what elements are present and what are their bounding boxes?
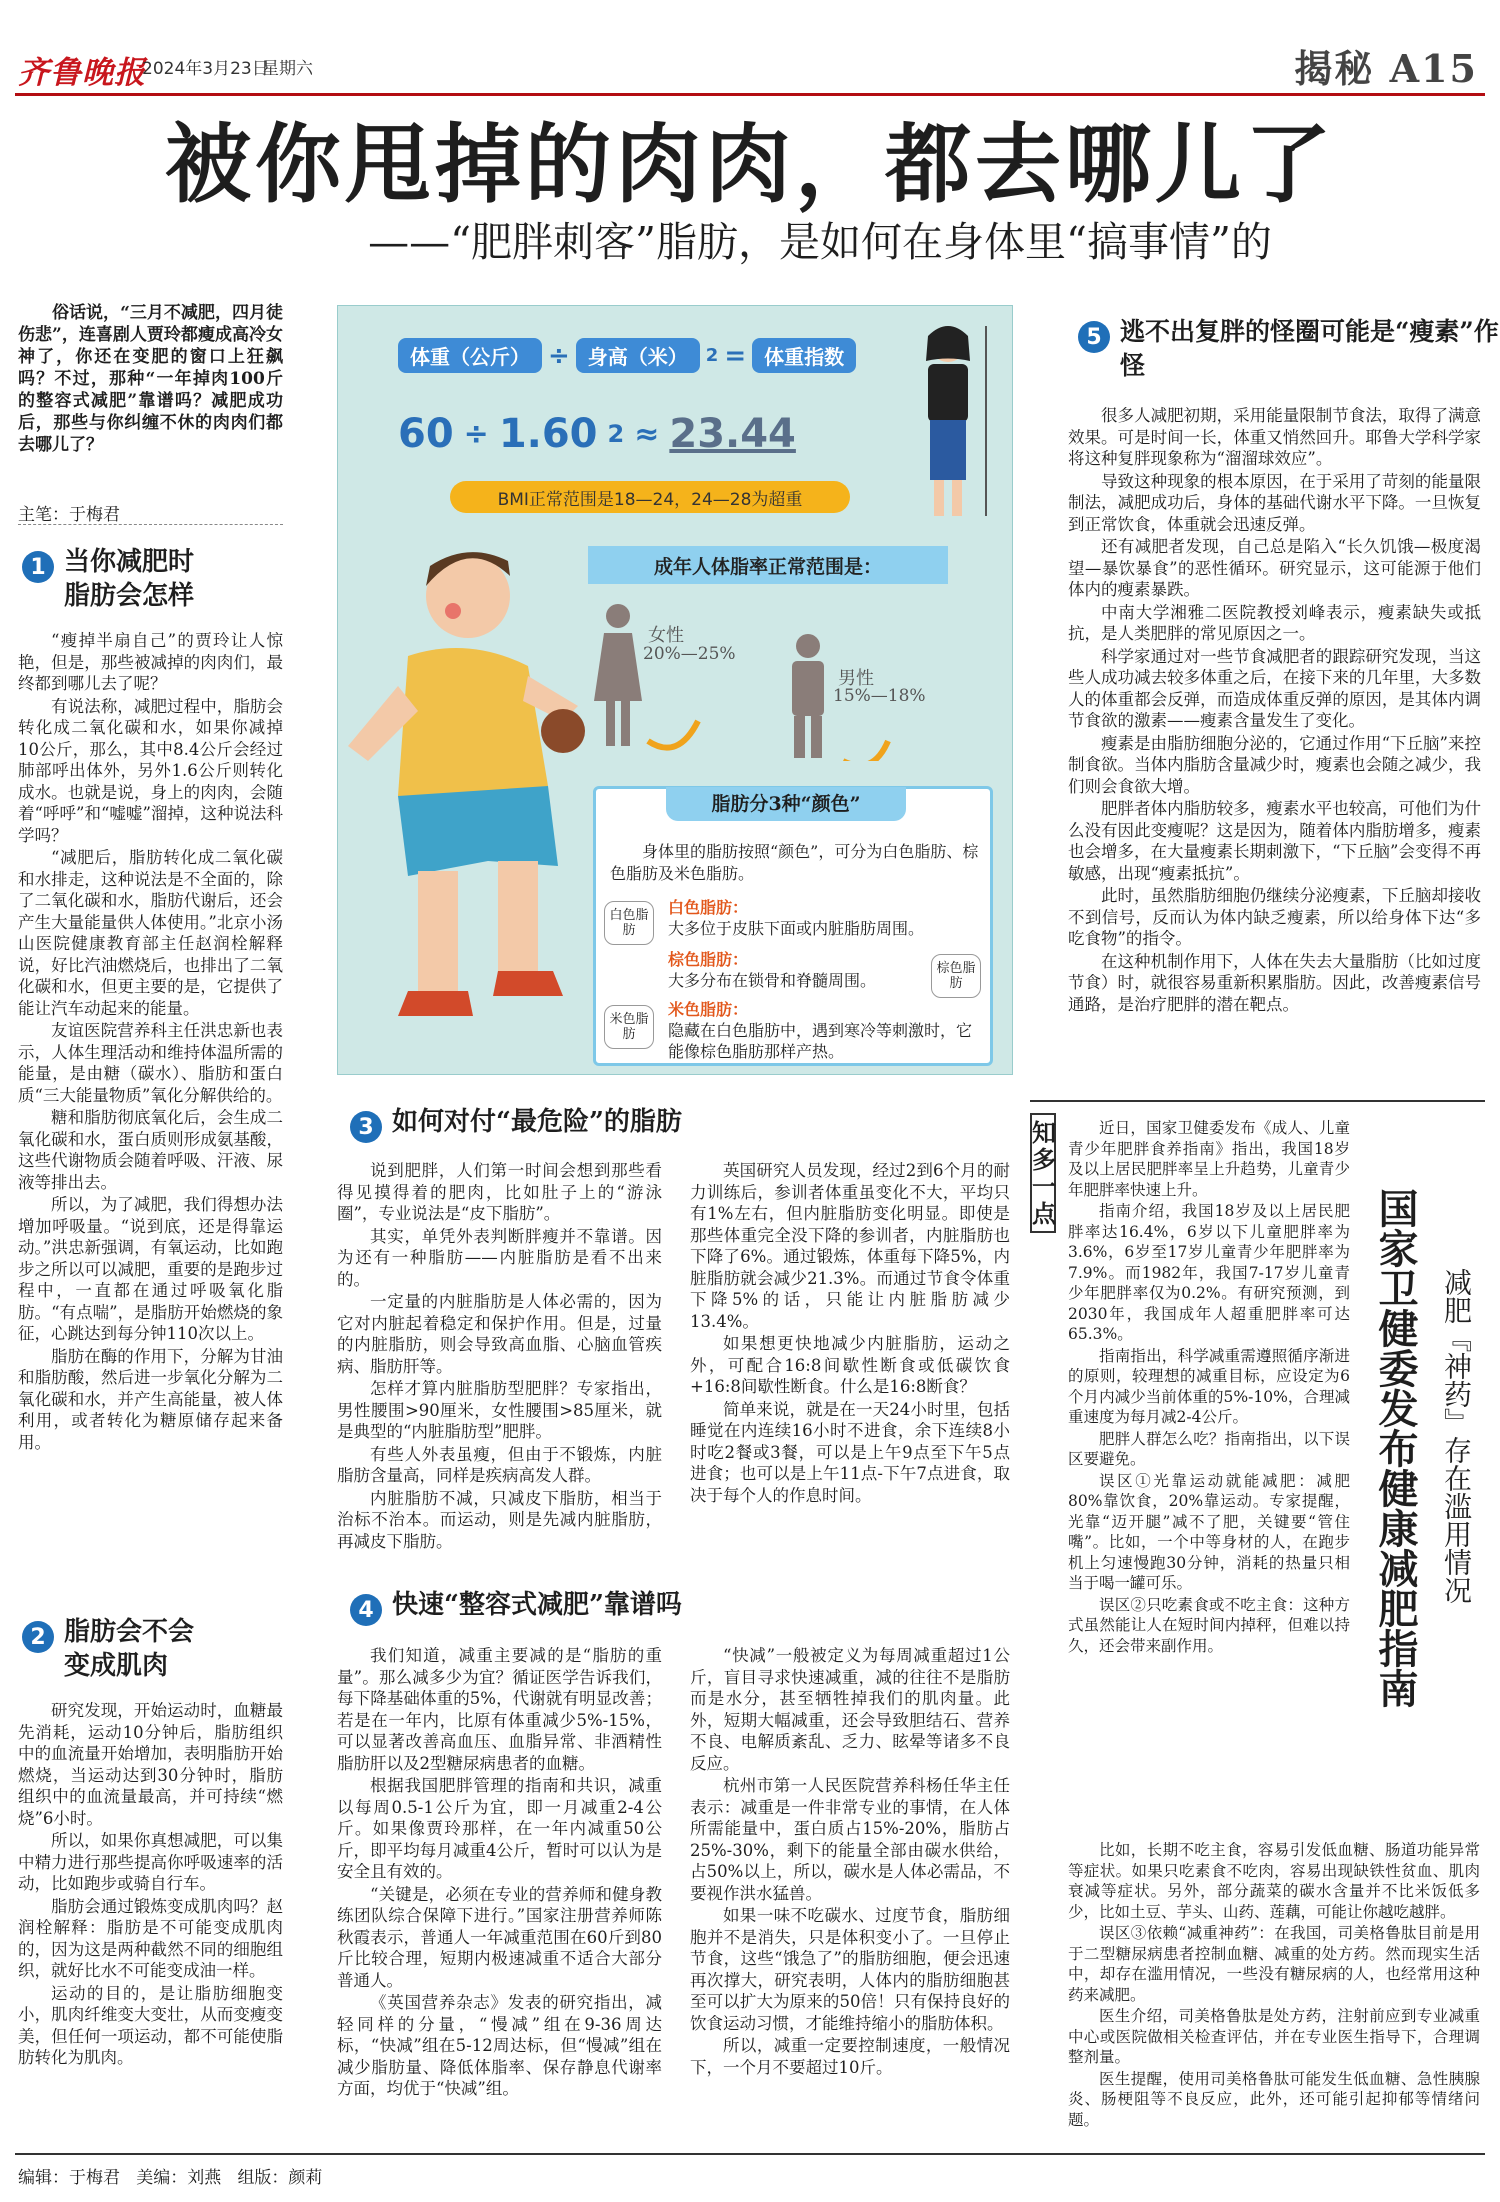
sidebar-title: 国家卫健委发布健康减肥指南 [1372,1188,1419,1708]
bmi-range-note: BMI正常范围是18—24，24—28为超重 [450,481,850,513]
issue-weekday: 星期六 [262,59,313,79]
sidebar-tab: 知多一点 [1030,1113,1056,1233]
sidebar-body: 近日，国家卫健委发布《成人、儿童青少年肥胖食养指南》指出，我国18岁及以上居民肥胖率呈上升趋势，儿童青少年肥胖率快速上升。 指南介绍，我国18岁及以上居民肥胖率达16.4%，6岁以下儿童肥胖率为3.6%，6岁至17岁儿童青少年肥胖率为7.9%。而1982年，我国7-17岁儿童青少年肥胖率仅为0.2%。有研究预测，到2030年，我国成年人超重肥胖率可达65.3%。 指南指出，科学减重需遵照循序渐进的原则，较理想的减重目标，应设定为6个月内减少当前体重的5%-10%，合理减重速度为每月减2-4公斤。 肥胖人群怎么吃？指南指出，以下误区要避免。 误区①光靠运动就能减肥：减肥80%靠饮食，20%靠运动。专家提醒，光靠“迈开腿”减不了肥，关键要“管住嘴”。比如，一个中等身材的人，在跑步机上匀速慢跑30分钟，消耗的热量只相当于喝一罐可乐。 误区②只吃素食或不吃主食：这种方式虽然能让人在短时间内掉秤，但难以持久，还会带来副作用。 [1068,1119,1350,1655]
section-title: 当你减肥时 脂肪会怎样 [64,547,195,611]
section-3-body-right: 英国研究人员发现，经过2到6个月的耐力训练后，参训者体重虽变化不大，平均只有1%左右，但内脏脂肪变化明显。即使是那些体重完全没下降的参训者，内脏脂肪也下降了6%。通过锻炼，体重每下降5%，内脏脂肪就会减少21.3%。而通过节食令体重下降5%的话，只能让内脏脂肪减少13.4%。 如果想更快地减少内脏脂肪，运动之外，可配合16:8间歇性断食或低碳饮食+16:8间歇性断食。什么是16:8断食？ 简单来说，就是在一天24小时里，包括睡觉在内连续16小时不进食，余下连续8小时吃2餐或3餐，可以是上午9点至下午5点进食；也可以是上午11点-下午7点进食，取决于每个人的作息时间。 [690,1161,1010,1505]
runner-illustration [338,516,598,1075]
white-fat: 白色脂肪： 大多位于皮肤下面或内脏脂肪周围。 [668,898,925,938]
section-3-body-left: 说到肥胖，人们第一时间会想到那些看得见摸得着的肥肉，比如肚子上的“游泳圈”，专业说法是“皮下脂肪”。 其实，单凭外表判断胖瘦并不靠谱。因为还有一种脂肪——内脏脂肪是看不出来的。 一定量的内脏脂肪是人体必需的，因为它对内脏起着稳定和保护作用。但是，过量的内脏脂肪，则会导致高血脂、心脑血管疾病、脂肪肝等。 怎样才算内脏脂肪型肥胖？专家指出，男性腰围>90厘米，女性腰围>85厘米，就是典型的“内脏脂肪型”肥胖。 有些人外表虽瘦，但由于不锻炼，内脏脂肪含量高，同样是疾病高发人群。 内脏脂肪不减，只减皮下脂肪，相当于治标不治本。而运动，则是先减内脏脂肪，再减皮下脂肪。 [337,1161,662,1551]
woman-figure [898,316,998,526]
fat-infographic [337,305,1013,1075]
footer-rule [15,2153,1485,2155]
section-1-body: “瘦掉半扇自己”的贾玲让人惊艳，但是，那些被减掉的肉肉们，最终都到哪儿去了呢？ 有说法称，减肥过程中，脂肪会转化成二氧化碳和水，如果你减掉10公斤，那么，其中8.4公斤会经过肺部呼出体外，另外1.6公斤则转化成水。也就是说，身上的肉肉，会随着“呼呼”和“嘘嘘”溜掉，这种说法科学吗？ “减肥后，脂肪转化成二氧化碳和水排走，这种说法是不全面的，除了二氧化碳和水，脂肪代谢后，还会产生大量能量供人体使用。”北京小汤山医院健康教育部主任赵润栓解释说，好比汽油燃烧后，也排出了二氧化碳和水，但更主要的是，它提供了能让汽车动起来的能量。 友谊医院营养科主任洪忠新也表示，人体生理活动和维持体温所需的能量，是由糖（碳水）、脂肪和蛋白质“三大能量物质”氧化分解供给的。 糖和脂肪彻底氧化后，会生成二氧化碳和水，蛋白质则形成氨基酸，这些代谢物质会随着呼吸、汗液、尿液等排出去。 所以，为了减肥，我们得想办法增加呼吸量。“说到底，还是得靠运动。”洪忠新强调，有氧运动，比如跑步之所以可以减肥，重要的是跑步过程中，一直都在通过呼吸氧化脂肪。“有点喘”，是脂肪开始燃烧的象征，心跳达到每分钟110次以上。 脂肪在酶的作用下，分解为甘油和脂肪酸，然后进一步氧化分解为二氧化碳和水，并产生高能量，被人体利用，或者转化为糖原储存起来备用。 [18,631,283,1452]
bmi-formula: 体重（公斤） ÷ 身高（米） 2 = 体重指数 [398,338,856,373]
section-number: 1 [22,551,54,583]
section-5-heading [1078,315,1500,383]
page-label: 揭秘 A15 [1294,46,1478,91]
brown-fat: 棕色脂肪： 大多分布在锁骨和脊髓周围。 [668,950,877,990]
section-title: 脂肪会不会 变成肌肉 [64,1617,195,1681]
bmi-example: 60 ÷ 1.60 2 ≈ 23.44 [398,411,796,457]
badge-beige-fat: 米色脂肪 [604,1005,654,1049]
section-title: 快速“整容式减肥”靠谱吗 [392,1590,682,1620]
issue-date: 2024年3月23日 [142,59,269,79]
section-title: 逃不出复胖的怪圈可能是“瘦素”作怪 [1120,317,1499,380]
section-number: 5 [1078,321,1110,353]
masthead-rule [15,93,1485,96]
sidebar-subtitle: 减肥『神药』存在滥用情况 [1440,1268,1473,1604]
byline: 主笔：于梅君 [18,505,120,525]
section-1-heading [22,545,194,613]
gender-icons [588,601,948,761]
male-range: 15%—18% [833,686,926,706]
badge-white-fat: 白色脂肪 [604,901,654,945]
byline-rule [18,524,283,525]
section-number: 3 [350,1111,382,1143]
section-4-body-right: “快减”一般被定义为每周减重超过1公斤，盲目寻求快速减重，减的往往不是脂肪而是水分，甚至牺牲掉我们的肌肉量。此外，短期大幅减重，还会导致胆结石、营养不良、电解质紊乱、乏力、眩晕等诸多不良反应。 杭州市第一人民医院营养科杨任华主任表示：减重是一件非常专业的事情，在人体所需能量中，蛋白质占15%-20%，脂肪占25%-30%，剩下的能量全部由碳水供给，占50%以上，所以，碳水是人体必需品，不要视作洪水猛兽。 如果一味不吃碳水、过度节食，脂肪细胞并不是消失，只是体积变小了。一旦停止节食，这些“饿急了”的脂肪细胞，便会迅速再次撑大，研究表明，人体内的脂肪细胞甚至可以扩大为原来的50倍！只有保持良好的饮食运动习惯，才能维持缩小的脂肪体积。 所以，减重一定要控制速度，一般情况下，一个月不要超过10斤。 [690,1646,1010,2077]
beige-fat: 米色脂肪： 隐藏在白色脂肪中，遇到寒冷等刺激时，它能像棕色脂肪那样产热。 [668,1000,973,1061]
section-number: 4 [350,1594,382,1626]
female-range: 20%—25% [643,644,736,664]
section-3-heading [350,1105,682,1143]
sidebar-body-lower: 比如，长期不吃主食，容易引发低血糖、肠道功能异常等症状。如果只吃素食不吃肉，容易出现缺铁性贫血、肌肉衰减等症状。另外，部分蔬菜的碳水含量并不比米饭低多少，比如土豆、芋头、山药、莲藕，可能让你越吃越胖。 误区③依赖“减重神药”：在我国，司美格鲁肽目前是用于二型糖尿病患者控制血糖、减重的处方药。然而现实生活中，却存在滥用情况，一些没有糖尿病的人，也经常用这种药来减肥。 医生介绍，司美格鲁肽是处方药，注射前应到专业减重中心或医院做相关检查评估，并在专业医生指导下，合理调整剂量。 医生提醒，使用司美格鲁肽可能发生低血糖、急性胰腺炎、肠梗阻等不良反应，此外，还可能引起抑郁等情绪问题。 [1068,1841,1480,2129]
section-4-heading [350,1588,682,1626]
section-2-heading [22,1615,194,1683]
footer-credits: 编辑：于梅君 美编：刘燕 组版：颜莉 [18,2168,323,2188]
section-title: 如何对付“最危险”的脂肪 [392,1107,682,1137]
badge-brown-fat: 棕色脂肪 [931,954,981,998]
male-label: 男性 [838,668,874,689]
section-4-body-left: 我们知道，减重主要减的是“脂肪的重量”。那么减多少为宜？循证医学告诉我们，每下降基础体重的5%，代谢就有明显改善；若是在一年内，比原有体重减少5%-15%，可以显著改善高血压、血脂异常、非酒精性脂肪肝以及2型糖尿病患者的血糖。 根据我国肥胖管理的指南和共识，减重以每周0.5-1公斤为宜，即一月减重2-4公斤。如果像贾玲那样，在一年内减重50公斤，即平均每月减重4公斤，暂时可以认为是安全且有效的。 “关键是，必须在专业的营养师和健身教练团队综合保障下进行。”国家注册营养师陈秋霞表示，普通人一年减重范围在60斤到80斤比较合理，短期内极速减重不适合大部分普通人。 《英国营养杂志》发表的研究指出，减轻同样的分量，“慢减”组在9-36周达标，“快减”组在5-12周达标，但“慢减”组在减少脂肪量、降低体脂率、保存静息代谢率方面，均优于“快减”组。 [337,1646,662,2098]
female-label: 女性 [648,625,684,646]
newspaper-logo: 齐鲁晚报 [18,55,146,91]
fat-colors-box: 脂肪分3种“颜色” 身体里的脂肪按照“颜色”，可分为白色脂肪、棕色脂肪及米色脂肪。 白色脂肪 白色脂肪： 大多位于皮肤下面或内脏脂肪周围。 棕色脂肪 棕色脂肪： 大多分布在锁骨和脊髓周围。 米色脂肪 米色脂肪： 隐藏在白色脂肪中，遇到寒冷等刺激时，它能像棕色脂肪那样产热。 [593,786,993,1066]
sidebar-rule [1030,1100,1485,1102]
lede: 俗话说，“三月不减肥，四月徒伤悲”，连喜剧人贾玲都瘦成高冷女神了，你还在变肥的窗口上狂飙吗？不过，那种“一年掉肉100斤的整容式减肥”靠谱吗？减肥成功后，那些与你纠缠不休的肉肉们都去哪儿了？ [18,303,283,455]
section-number: 2 [22,1621,54,1653]
section-2-body: 研究发现，开始运动时，血糖最先消耗，运动10分钟后，脂肪组织中的血流量开始增加，表明脂肪开始燃烧，当运动达到30分钟时，脂肪组织中的血流量最高，并可持续“燃烧”6小时。 所以，如果你真想减肥，可以集中精力进行那些提高你呼吸速率的活动，比如跑步或骑自行车。 脂肪会通过锻炼变成肌肉吗？赵润栓解释：脂肪是不可能变成肌肉的，因为这是两种截然不同的细胞组织，就好比水不可能变成油一样。 运动的目的，是让脂肪细胞变小，肌肉纤维变大变壮，从而变瘦变美，但任何一项运动，都不可能使脂肪转化为肌肉。 [18,1701,283,2067]
headline: 被你甩掉的肉肉，都去哪儿了 [165,114,1335,215]
section-5-body: 很多人减肥初期，采用能量限制节食法，取得了满意效果。可是时间一长，体重又悄然回升。耶鲁大学科学家将这种复胖现象称为“溜溜球效应”。 导致这种现象的根本原因，在于采用了苛刻的能量限制法，减肥成功后，身体的基础代谢水平下降。一旦恢复到正常饮食，体重就会迅速反弹。 还有减肥者发现，自己总是陷入“长久饥饿—极度渴望—暴饮暴食”的恶性循环。研究显示，这可能源于他们体内的瘦素暴跌。 中南大学湘雅二医院教授刘峰表示，瘦素缺失或抵抗，是人类肥胖的常见原因之一。 科学家通过对一些节食减肥者的跟踪研究发现，当这些人成功减去较多体重之后，在接下来的几年里，大多数人的体重都会反弹，而造成体重反弹的原因，是其体内调节食欲的激素——瘦素含量发生了变化。 瘦素是由脂肪细胞分泌的，它通过作用“下丘脑”来控制食欲。当体内脂肪含量减少时，瘦素也会随之减少，我们则会食欲大增。 肥胖者体内脂肪较多，瘦素水平也较高，可他们为什么没有因此变瘦呢？这是因为，随着体内脂肪增多，瘦素也会增多，在大量瘦素长期刺激下，“下丘脑”会变得不再敏感，出现“瘦素抵抗”。 此时，虽然脂肪细胞仍继续分泌瘦素，下丘脑却接收不到信号，反而认为体内缺乏瘦素，所以给身体下达“多吃食物”的指令。 在这种机制作用下，人体在失去大量脂肪（比如过度节食）时，就很容易重新积累脂肪。因此，改善瘦素信号通路，是治疗肥胖的潜在靶点。 [1068,406,1481,1014]
body-fat-range: 成年人体脂率正常范围是： 女性 20%—25% 男性 15%—18% [588,546,948,766]
subheadline: ——“肥胖刺客”脂肪，是如何在身体里“搞事情”的 [368,218,1272,266]
